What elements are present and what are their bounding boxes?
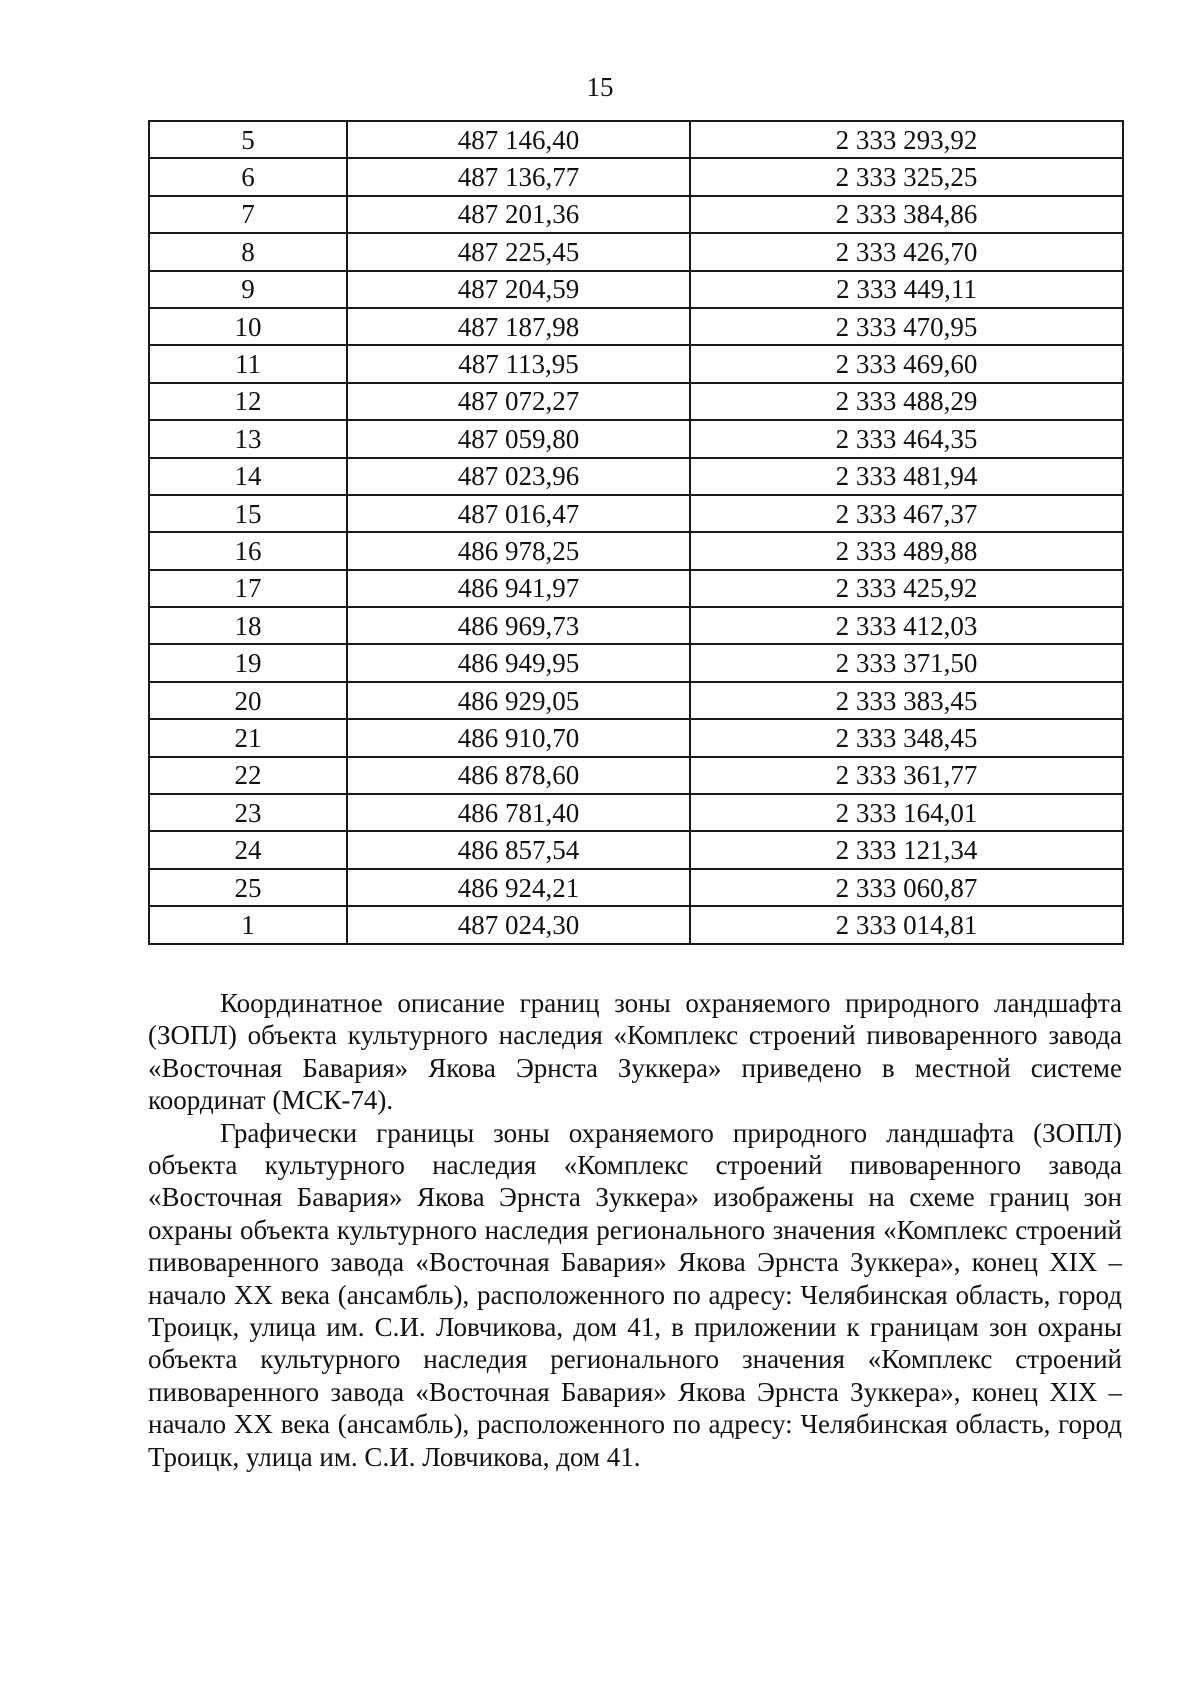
y-coordinate-cell: 2 333 384,86 [690, 196, 1123, 233]
y-coordinate-cell: 2 333 426,70 [690, 233, 1123, 270]
y-coordinate-cell: 2 333 449,11 [690, 271, 1123, 308]
x-coordinate-cell: 486 924,21 [347, 869, 690, 906]
y-coordinate-cell: 2 333 470,95 [690, 308, 1123, 345]
table-row [149, 345, 1123, 382]
table-row [149, 308, 1123, 345]
table-row [149, 495, 1123, 532]
x-coordinate-cell: 487 201,36 [347, 196, 690, 233]
point-number-cell: 17 [149, 570, 347, 607]
table-row [149, 831, 1123, 868]
point-number-cell: 21 [149, 719, 347, 756]
y-coordinate-cell: 2 333 060,87 [690, 869, 1123, 906]
x-coordinate-cell: 486 857,54 [347, 831, 690, 868]
point-number-cell: 9 [149, 271, 347, 308]
table-row [149, 570, 1123, 607]
point-number-cell: 6 [149, 158, 347, 195]
table-row [149, 794, 1123, 831]
y-coordinate-cell: 2 333 325,25 [690, 158, 1123, 195]
table-row [149, 644, 1123, 681]
point-number-cell: 7 [149, 196, 347, 233]
table-row [149, 158, 1123, 195]
y-coordinate-cell: 2 333 425,92 [690, 570, 1123, 607]
table-row [149, 271, 1123, 308]
x-coordinate-cell: 487 072,27 [347, 383, 690, 420]
y-coordinate-cell: 2 333 489,88 [690, 532, 1123, 569]
table-row [149, 906, 1123, 943]
y-coordinate-cell: 2 333 412,03 [690, 607, 1123, 644]
table-row [149, 757, 1123, 794]
point-number-cell: 25 [149, 869, 347, 906]
y-coordinate-cell: 2 333 469,60 [690, 345, 1123, 382]
point-number-cell: 15 [149, 495, 347, 532]
table-row [149, 420, 1123, 457]
point-number-cell: 20 [149, 682, 347, 719]
x-coordinate-cell: 487 146,40 [347, 121, 690, 158]
point-number-cell: 22 [149, 757, 347, 794]
point-number-cell: 5 [149, 121, 347, 158]
table-row [149, 458, 1123, 495]
coordinates-table-body [149, 121, 1123, 944]
y-coordinate-cell: 2 333 481,94 [690, 458, 1123, 495]
x-coordinate-cell: 487 024,30 [347, 906, 690, 943]
y-coordinate-cell: 2 333 014,81 [690, 906, 1123, 943]
point-number-cell: 19 [149, 644, 347, 681]
x-coordinate-cell: 487 204,59 [347, 271, 690, 308]
table-row [149, 196, 1123, 233]
point-number-cell: 16 [149, 532, 347, 569]
y-coordinate-cell: 2 333 164,01 [690, 794, 1123, 831]
table-row [149, 607, 1123, 644]
y-coordinate-cell: 2 333 121,34 [690, 831, 1123, 868]
table-row [149, 233, 1123, 270]
x-coordinate-cell: 487 023,96 [347, 458, 690, 495]
point-number-cell: 10 [149, 308, 347, 345]
point-number-cell: 23 [149, 794, 347, 831]
page-number: 15 [586, 72, 614, 102]
y-coordinate-cell: 2 333 371,50 [690, 644, 1123, 681]
x-coordinate-cell: 486 929,05 [347, 682, 690, 719]
x-coordinate-cell: 486 949,95 [347, 644, 690, 681]
table-row [149, 719, 1123, 756]
x-coordinate-cell: 486 941,97 [347, 570, 690, 607]
x-coordinate-cell: 486 969,73 [347, 607, 690, 644]
y-coordinate-cell: 2 333 348,45 [690, 719, 1123, 756]
x-coordinate-cell: 486 878,60 [347, 757, 690, 794]
y-coordinate-cell: 2 333 383,45 [690, 682, 1123, 719]
x-coordinate-cell: 487 187,98 [347, 308, 690, 345]
point-number-cell: 12 [149, 383, 347, 420]
x-coordinate-cell: 487 059,80 [347, 420, 690, 457]
y-coordinate-cell: 2 333 464,35 [690, 420, 1123, 457]
paragraph-graphic-boundaries: Графически границы зоны охраняемого природного ландшафта (ЗОПЛ) объекта культурного наследия «Комплекс строений пивоваренного завода «Восточная Бавария» Якова Эрнста Зуккера» изображены на схеме границ зон охраны объекта культурного наследия регионального значения «Комплекс строений пивоваренного завода «Восточная Бавария» Якова Эрнста Зуккера», конец XIX – начало XX века (ансамбль), расположенного по адресу: Челябинская область, город Троицк, улица им. С.И. Ловчикова, дом 41, в приложении к границам зон охраны объекта культурного наследия регионального значения «Комплекс строений пивоваренного завода «Восточная Бавария» Якова Эрнста Зуккера», конец XIX – начало XX века (ансамбль), расположенного по адресу: Челябинская область, город Троицк, улица им. С.И. Ловчикова, дом 41. [148, 1117, 1122, 1472]
table-row [149, 532, 1123, 569]
table-row [149, 121, 1123, 158]
x-coordinate-cell: 487 016,47 [347, 495, 690, 532]
coordinates-table [148, 120, 1124, 945]
x-coordinate-cell: 486 910,70 [347, 719, 690, 756]
point-number-cell: 18 [149, 607, 347, 644]
description-text [148, 987, 1122, 1473]
y-coordinate-cell: 2 333 467,37 [690, 495, 1123, 532]
table-row [149, 682, 1123, 719]
point-number-cell: 14 [149, 458, 347, 495]
paragraph-coordinate-system: Координатное описание границ зоны охраняемого природного ландшафта (ЗОПЛ) объекта культурного наследия «Комплекс строений пивоваренного завода «Восточная Бавария» Якова Эрнста Зуккера» приведено в местной системе координат (МСК-74). [148, 988, 1122, 1116]
y-coordinate-cell: 2 333 361,77 [690, 757, 1123, 794]
x-coordinate-cell: 486 781,40 [347, 794, 690, 831]
point-number-cell: 1 [149, 906, 347, 943]
point-number-cell: 8 [149, 233, 347, 270]
y-coordinate-cell: 2 333 293,92 [690, 121, 1123, 158]
point-number-cell: 11 [149, 345, 347, 382]
table-row [149, 869, 1123, 906]
point-number-cell: 13 [149, 420, 347, 457]
x-coordinate-cell: 487 136,77 [347, 158, 690, 195]
x-coordinate-cell: 487 113,95 [347, 345, 690, 382]
x-coordinate-cell: 487 225,45 [347, 233, 690, 270]
point-number-cell: 24 [149, 831, 347, 868]
x-coordinate-cell: 486 978,25 [347, 532, 690, 569]
y-coordinate-cell: 2 333 488,29 [690, 383, 1123, 420]
table-row [149, 383, 1123, 420]
